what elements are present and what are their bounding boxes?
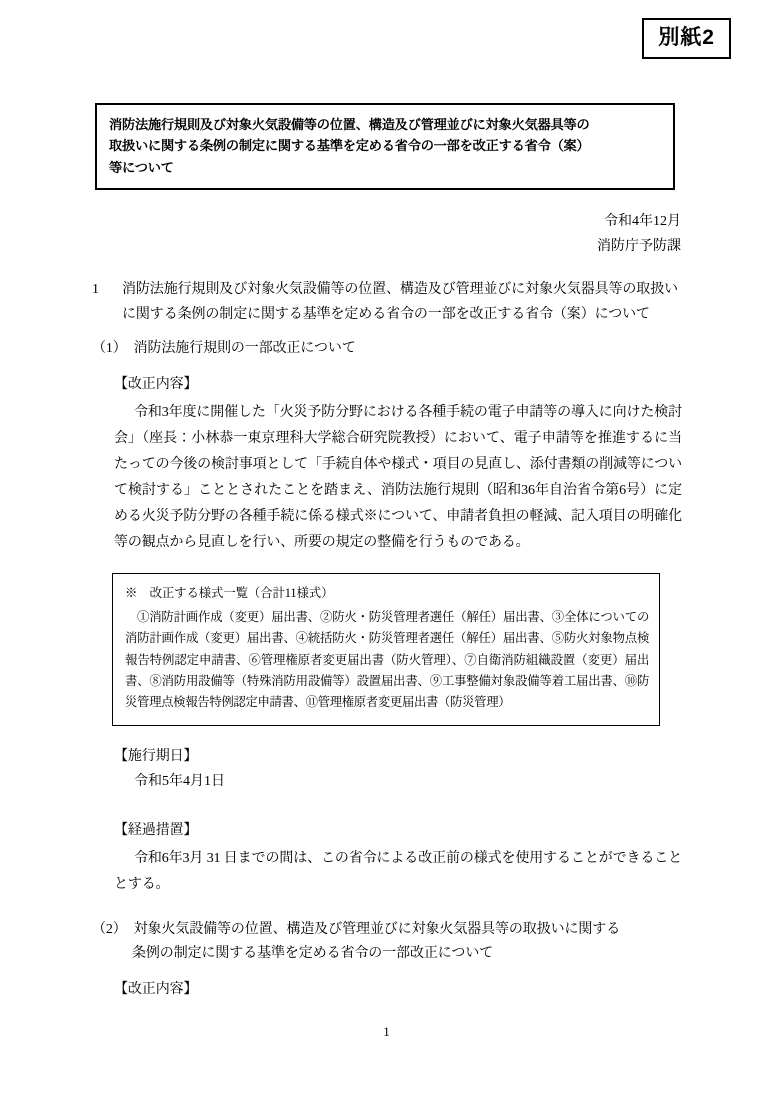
section-1-text: 消防法施行規則及び対象火気設備等の位置、構造及び管理並びに対象火気器具等の取扱いに関する条例の制定に関する基準を定める省令の一部を改正する省令（案）について xyxy=(122,282,678,322)
amended-forms-note-title: ※ 改正する様式一覧（合計11様式） xyxy=(125,585,334,600)
section-1-1-shiko-body: 令和5年4月1日 xyxy=(134,773,225,789)
section-1-2-label xyxy=(92,918,682,968)
section-1-1-label: （1） 消防法施行規則の一部改正について xyxy=(92,340,356,356)
title-line-2: 取扱いに関する条例の制定に関する基準を定める省令の一部を改正する省令（案） xyxy=(109,138,590,154)
section-1 xyxy=(92,278,682,328)
document-body xyxy=(92,278,682,1003)
title-line-1: 消防法施行規則及び対象火気設備等の位置、構造及び管理並びに対象火気器具等の xyxy=(109,117,590,132)
section-1-1-kaisei-body: 令和3年度に開催した「火災予防分野における各種手続の電子申請等の導入に向けた検討会」（座長：小林恭一東京理科大学総合研究院教授）において、電子申請等を推進するに当たっての今後の検討事項として「手続自体や様式・項目の見直し、添付書類の削減等について検討する」こととされたことを踏まえ、消防法施行規則（昭和36年自治省令第6号）に定める火災予防分野の各種手続に係る様式※について、申請者負担の軽減、記入項目の明確化等の観点から見直しを行い、所要の規定の整備を行うものである。 xyxy=(114,404,682,550)
title-line-3: 等について xyxy=(109,159,174,175)
section-1-2-label-line-2: 条例の制定に関する基準を定める省令の一部改正について xyxy=(132,946,494,962)
document-title-box xyxy=(95,103,675,190)
section-1-1-keika-body: 令和6年3月 31 日までの間は、この省令による改正前の様式を使用することができることとする。 xyxy=(114,850,682,892)
document-issuer: 消防庁予防課 xyxy=(597,238,681,254)
section-1-1-kaisei-heading: 【改正内容】 xyxy=(114,376,198,392)
document-date: 令和4年12月 xyxy=(604,214,681,229)
section-1-2-kaisei-heading: 【改正内容】 xyxy=(114,982,198,998)
amended-forms-note-body: ①消防計画作成（変更）届出書、②防火・防災管理者選任（解任）届出書、③全体についての消防計画作成（変更）届出書、④統括防火・防災管理者選任（解任）届出書、⑤防火対象物点検報告特例認定申請書、⑥管理権原者変更届出書（防火管理）、⑦自衛消防組織設置（変更）届出書、⑧消防用設備等（特殊消防用設備等）設置届出書、⑨工事整備対象設備等着工届出書、⑩防災管理点検報告特例認定申請書、⑪管理権原者変更届出書（防災管理） xyxy=(125,610,649,710)
section-1-1-shiko-heading: 【施行期日】 xyxy=(114,748,198,764)
section-1-2-label-line-1: （2） 対象火気設備等の位置、構造及び管理並びに対象火気器具等の取扱いに関する xyxy=(92,921,621,937)
attachment-label: 別紙2 xyxy=(642,18,731,59)
page-number: 1 xyxy=(383,1024,390,1039)
amended-forms-note xyxy=(112,573,660,726)
section-1-number: 1 xyxy=(92,282,99,297)
section-1-1-keika-heading: 【経過措置】 xyxy=(114,822,198,838)
document-date-block xyxy=(597,210,681,259)
